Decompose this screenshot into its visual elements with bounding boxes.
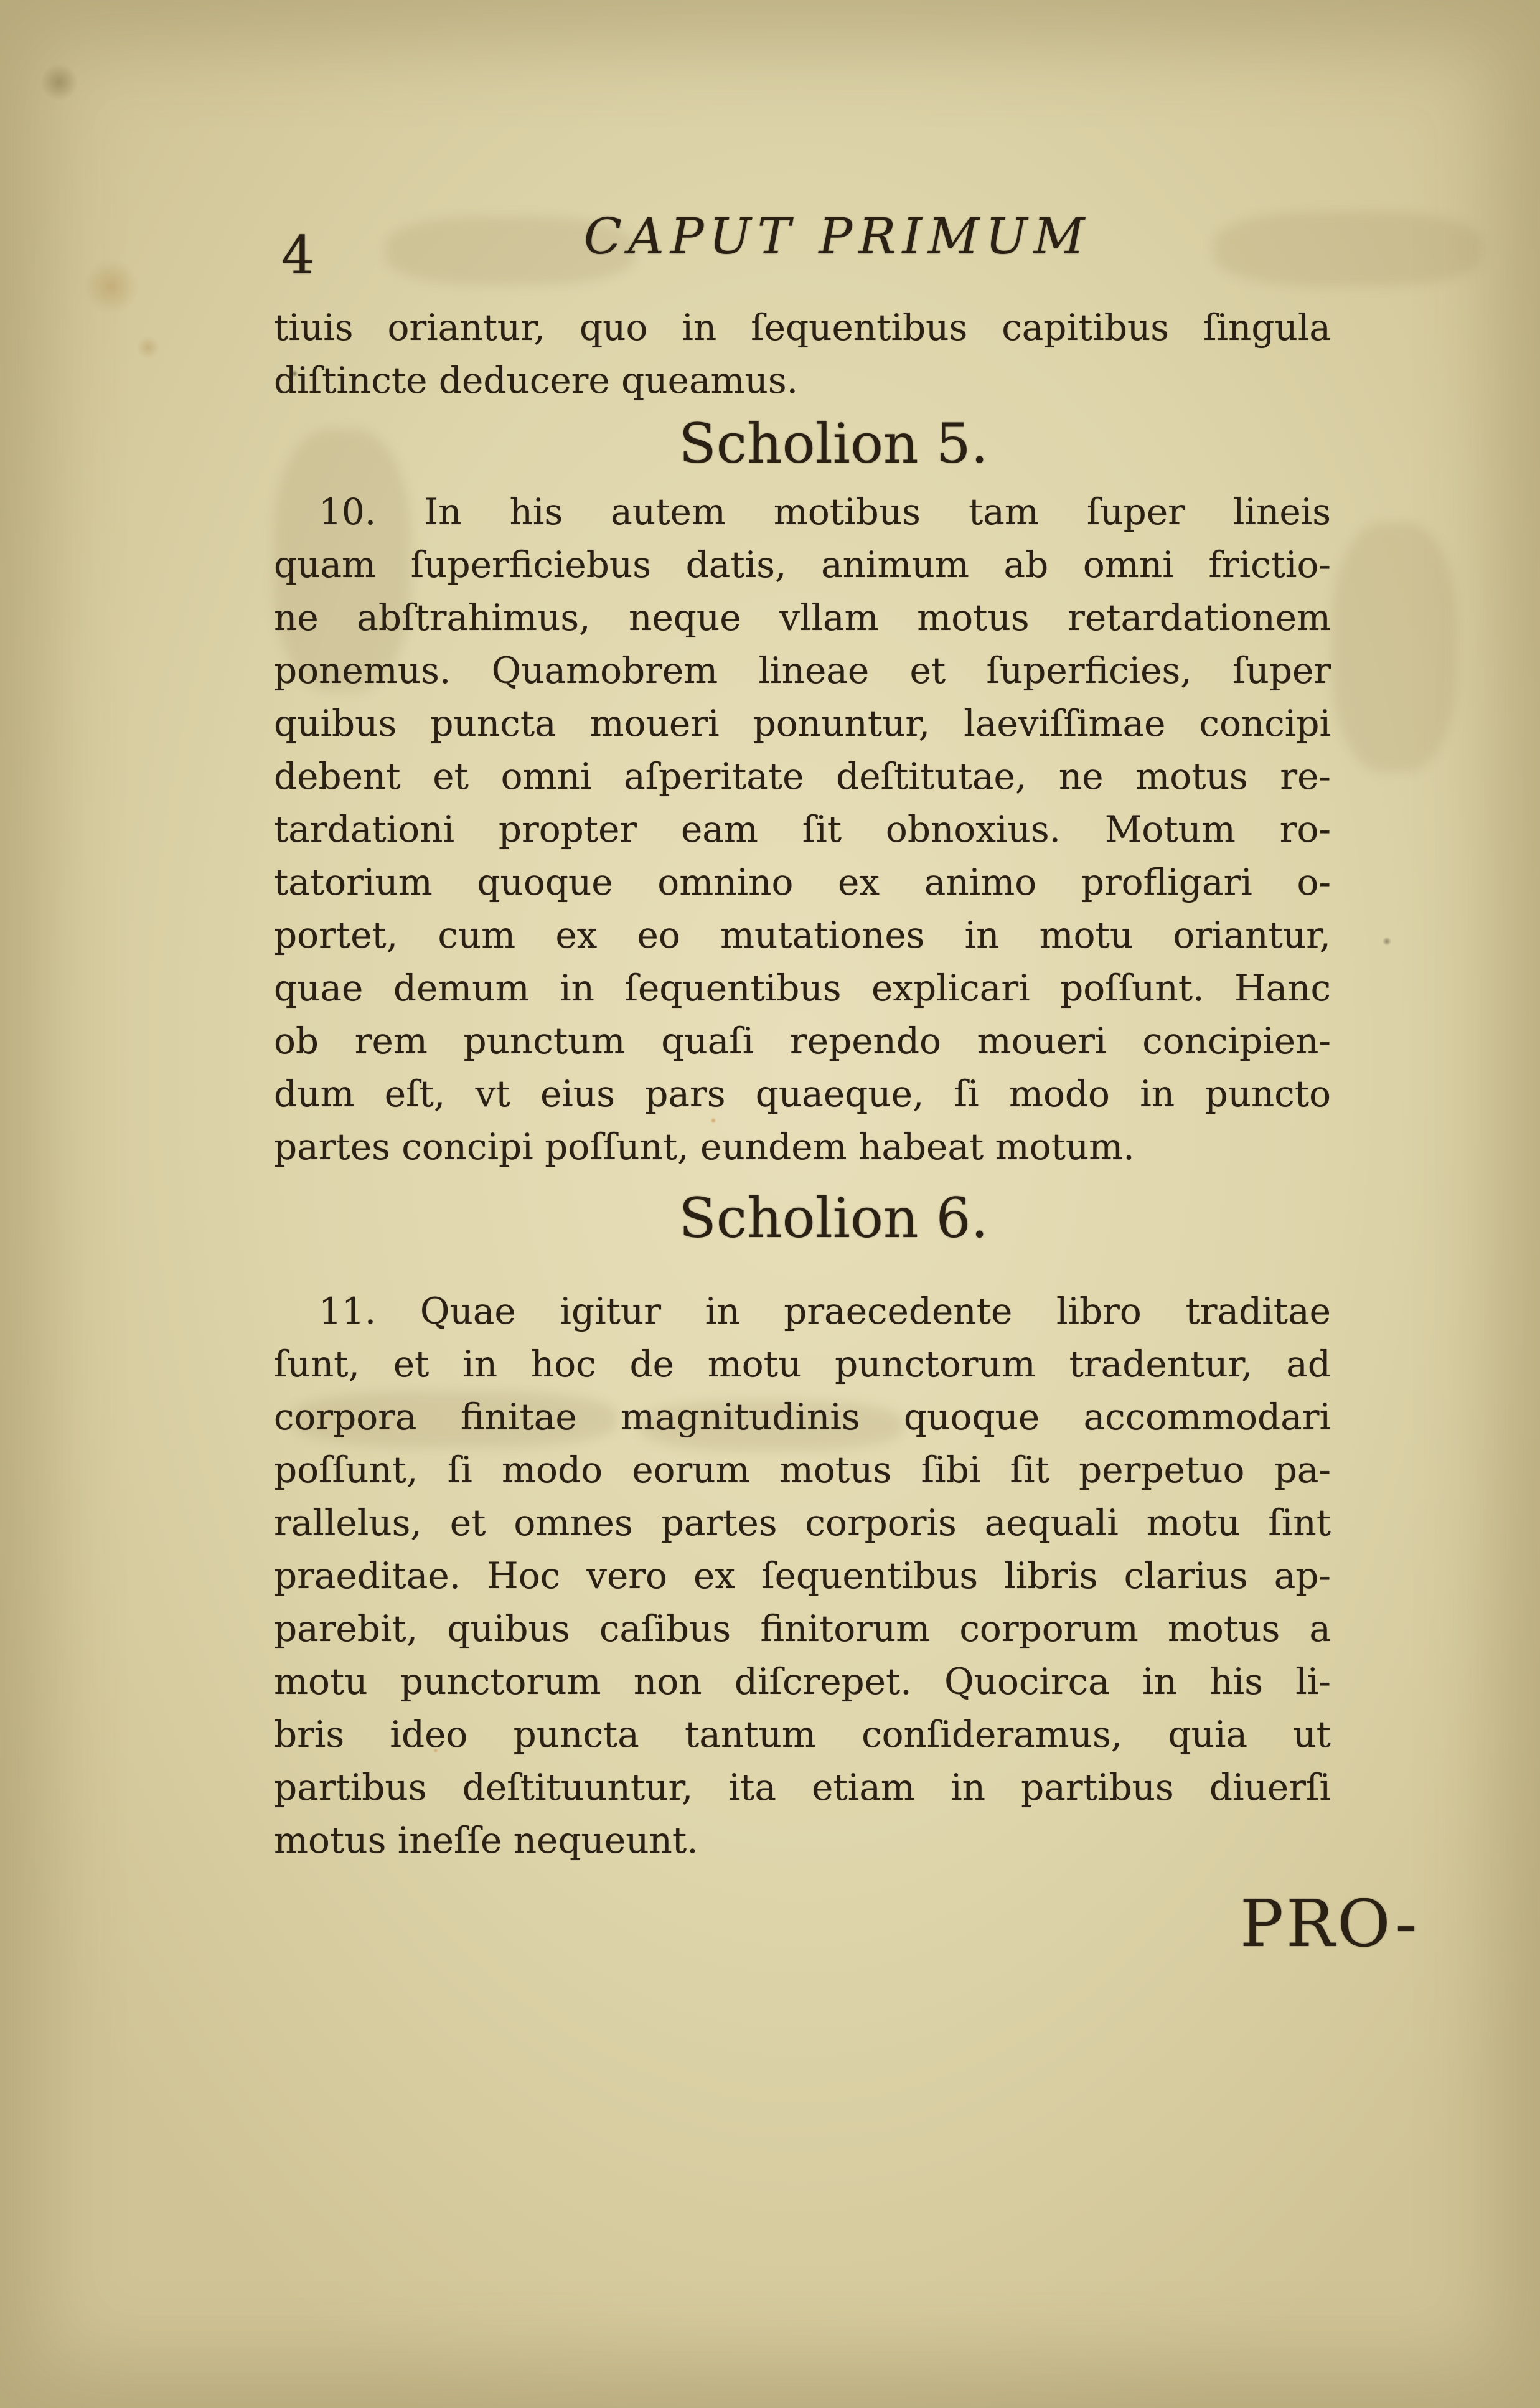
text-line: ne abſtrahimus, neque vllam motus retardationem xyxy=(274,596,1331,639)
text-line: 11. Quae igitur in praecedente libro traditae xyxy=(319,1290,1331,1332)
text-line: quae demum in ſequentibus explicari poſſunt. Hanc xyxy=(274,967,1331,1009)
text-line: ob rem punctum quaſi rependo moueri concipien- xyxy=(274,1020,1331,1062)
scholion-5-heading: Scholion 5. xyxy=(678,412,988,476)
scholion-6-heading: Scholion 6. xyxy=(678,1186,988,1250)
text-line: ſunt, et in hoc de motu punctorum tradentur, ad xyxy=(274,1343,1331,1385)
text-line: motus ineſſe nequeunt. xyxy=(274,1819,698,1861)
text-line: quam ſuperficiebus datis, animum ab omni frictio- xyxy=(274,543,1331,586)
text-line: bris ideo puncta tantum conſideramus, quia ut xyxy=(274,1713,1331,1756)
text-line: tardationi propter eam ſit obnoxius. Motum ro- xyxy=(274,808,1331,850)
text-line: poſſunt, ſi modo eorum motus ſibi ſit perpetuo pa- xyxy=(274,1449,1331,1491)
text-line: tiuis oriantur, quo in ſequentibus capitibus ſingula xyxy=(274,306,1331,349)
scholion-5-paragraph xyxy=(274,486,1331,1173)
text-line: corpora finitae magnitudinis quoque accommodari xyxy=(274,1396,1331,1438)
text-line: partes concipi poſſunt, eundem habeat motum. xyxy=(274,1126,1135,1168)
text-line: rallelus, et omnes partes corporis aequali motu ſint xyxy=(274,1502,1331,1544)
text-line: motu punctorum non diſcrepet. Quocirca in his li- xyxy=(274,1660,1331,1703)
text-line: praeditae. Hoc vero ex ſequentibus libris clarius ap- xyxy=(274,1554,1331,1597)
text-line: partibus deſtituuntur, ita etiam in partibus diuerſi xyxy=(274,1766,1331,1808)
catchword: PRO- xyxy=(1240,1886,1420,1962)
text-line: parebit, quibus caſibus finitorum corporum motus a xyxy=(274,1607,1331,1650)
text-line: 10. In his autem motibus tam ſuper lineis xyxy=(319,491,1331,533)
intro-paragraph xyxy=(274,301,1331,407)
scholion-6-paragraph xyxy=(274,1285,1331,1867)
text-line: quibus puncta moueri ponuntur, laeviſſimae concipi xyxy=(274,702,1331,745)
text-line: tatorium quoque omnino ex animo profligari o- xyxy=(274,861,1331,903)
text-line: ponemus. Quamobrem lineae et ſuperficies, ſuper xyxy=(274,649,1331,692)
bleedthrough-smudge xyxy=(1332,523,1457,772)
text-line: debent et omni aſperitate deſtitutae, ne motus re- xyxy=(274,755,1331,797)
page-number: 4 xyxy=(281,225,315,286)
text-line: portet, cum ex eo mutationes in motu oriantur, xyxy=(274,914,1331,956)
text-line: dum eſt, vt eius pars quaeque, ſi modo in puncto xyxy=(274,1073,1331,1115)
running-header-title: CAPUT PRIMUM xyxy=(583,207,1091,265)
text-line: diſtincte deducere queamus. xyxy=(274,359,799,402)
